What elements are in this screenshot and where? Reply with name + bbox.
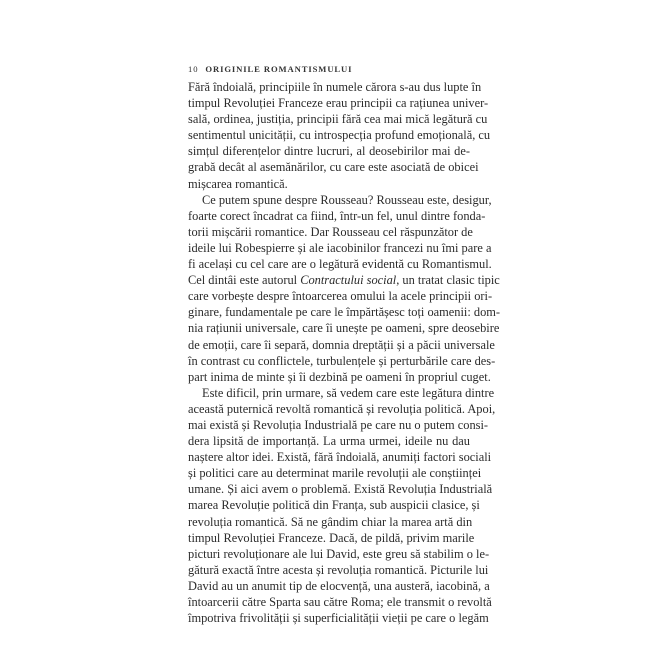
text-line: ideile lui Robespierre și ale iacobinilor francezi nu îmi pare a <box>188 240 492 255</box>
text-line: împotriva frivolității și superficialității vieții pe care o legăm <box>188 611 489 626</box>
text-line: David au un anumit tip de elocvență, una austeră, iacobină, a <box>188 578 490 593</box>
text-line: această puternică revoltă romantică și revoluția politică. Apoi, <box>188 401 496 416</box>
text-line: part inima de minte și îi dezbină pe oameni în propriul cuget. <box>188 369 491 384</box>
text-line: torii mișcării romantice. Dar Rousseau cel răspunzător de <box>188 224 473 239</box>
paragraph <box>188 385 496 626</box>
paragraph <box>188 192 501 385</box>
page-number: 10 <box>188 64 199 74</box>
text-line: care vorbește despre întoarcerea omului la acele principii ori- <box>188 289 493 304</box>
text-line: nia rațiunii universale, care îi unește pe oameni, spre deosebire <box>188 321 500 336</box>
text-line: foarte corect încadrat ca fiind, într-un fel, unul dintre fonda- <box>188 208 486 223</box>
text-line: picturi revoluționare ale lui David, este greu să stabilim o le- <box>188 546 490 561</box>
book-title: Contractului social <box>300 273 397 288</box>
running-title: ORIGINILE ROMANTISMULUI <box>205 64 353 74</box>
text-line: de emoții, care îi separă, domnia dreptății și a păcii universale <box>188 337 495 352</box>
text-line: ginare, fundamentale pe care le împărtășesc toți oamenii: dom- <box>188 305 501 320</box>
text-line: Cel dintâi este autorul Contractului social, un tratat clasic tipic <box>188 273 500 288</box>
text-line: simțul diferențelor dintre lucruri, al deosebirilor mai de- <box>188 144 470 159</box>
body-text <box>188 79 501 626</box>
text-line: Ce putem spune despre Rousseau? Rousseau este, desigur, <box>202 192 492 207</box>
paragraph <box>188 79 491 192</box>
text-line: grabă decât al asemănărilor, cu care este asociată de obicei <box>188 160 479 175</box>
text-line: în contrast cu conflictele, turbulențele și perturbările care des- <box>188 353 496 368</box>
text-line: umane. Și aici avem o problemă. Există Revoluția Industrială <box>188 482 493 497</box>
text-line: gătură exactă între acesta și revoluția romantică. Picturile lui <box>188 562 489 577</box>
text-line: Este dificil, prin urmare, să vedem care este legătura dintre <box>202 385 495 400</box>
text-line: marea Revoluție politică din Franța, sub auspicii clasice, și <box>188 498 480 513</box>
text-line: timpul Revoluției Franceze. Dacă, de pildă, privim marile <box>188 530 475 545</box>
text-line: dera lipsită de importanță. La urma urmei, ideile nu dau <box>188 434 470 449</box>
text-line: timpul Revoluției Franceze erau principii ca rațiunea univer- <box>188 96 489 111</box>
text-line: naștere altor idei. Există, fără îndoială, anumiți factori sociali <box>188 450 492 465</box>
text-line: întoarcerii către Sparta sau către Roma; ele transmit o revoltă <box>188 595 492 609</box>
running-head <box>188 64 352 74</box>
text-line: sentimentul unicității, cu introspecția profund emoțională, cu <box>188 128 491 143</box>
text-line: mai există și Revoluția Industrială pe care nu o putem consi- <box>188 417 489 432</box>
text-line: Fără îndoială, principiile în numele cărora s-au dus lupte în <box>188 80 482 94</box>
text-line: sală, ordinea, justiția, principii fără cea mai mică legătură cu <box>188 112 488 127</box>
text-line: revoluția romantică. Să ne gândim chiar la marea artă din <box>188 514 473 529</box>
text-line: mișcarea romantică. <box>188 176 288 191</box>
text-line: și politici care au determinat marile revoluții ale conștiinței <box>188 466 482 481</box>
text-line: fi același cu cel care are o legătură evidentă cu Romantismul. <box>188 257 492 272</box>
